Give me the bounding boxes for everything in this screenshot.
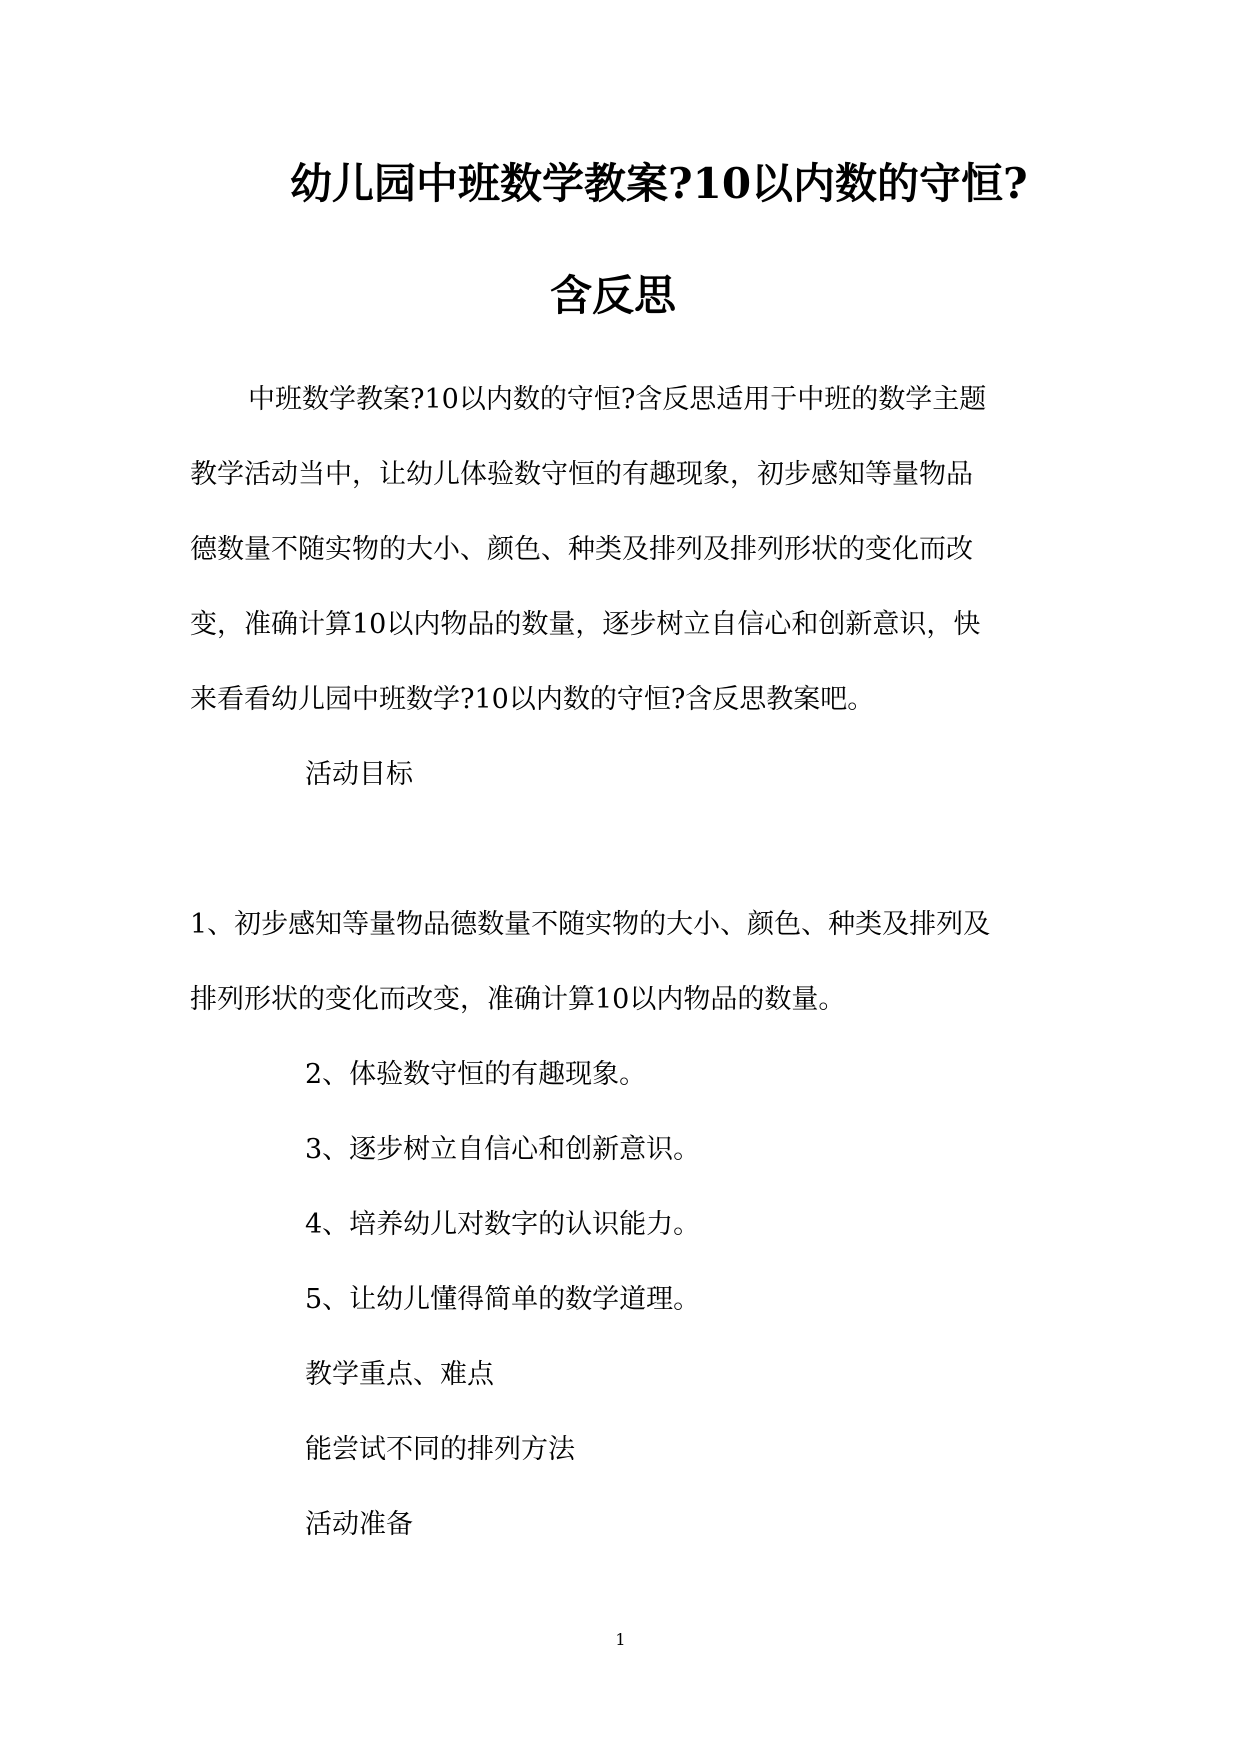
intro-line-3: 德数量不随实物的大小、颜色、种类及排列及排列形状的变化而改 [190, 534, 973, 565]
goal-5: 5、让幼儿懂得简单的数学道理。 [305, 1284, 701, 1315]
intro-line-4: 变，准确计算10以内物品的数量，逐步树立自信心和创新意识，快 [190, 609, 981, 640]
document-title-line-2: 含反思 [550, 271, 677, 320]
section-heading-preparation: 活动准备 [305, 1509, 413, 1540]
goal-2: 2、体验数守恒的有趣现象。 [305, 1059, 647, 1090]
document-title-line-1: 幼儿园中班数学教案?10以内数的守恒? [290, 159, 1028, 208]
section-heading-keypoints: 教学重点、难点 [305, 1359, 494, 1390]
goal-1-line-1: 1、初步感知等量物品德数量不随实物的大小、颜色、种类及排列及 [190, 909, 991, 940]
section-heading-goals: 活动目标 [305, 759, 413, 790]
goal-4: 4、培养幼儿对数字的认识能力。 [305, 1209, 701, 1240]
page-number: 1 [615, 1630, 626, 1649]
keypoints-text: 能尝试不同的排列方法 [305, 1434, 575, 1465]
goal-1-line-2: 排列形状的变化而改变，准确计算10以内物品的数量。 [190, 984, 846, 1015]
intro-line-2: 教学活动当中，让幼儿体验数守恒的有趣现象，初步感知等量物品 [190, 459, 973, 490]
goal-3: 3、逐步树立自信心和创新意识。 [305, 1134, 701, 1165]
intro-line-5: 来看看幼儿园中班数学?10以内数的守恒?含反思教案吧。 [190, 684, 875, 715]
intro-line-1: 中班数学教案?10以内数的守恒?含反思适用于中班的数学主题 [248, 384, 987, 415]
